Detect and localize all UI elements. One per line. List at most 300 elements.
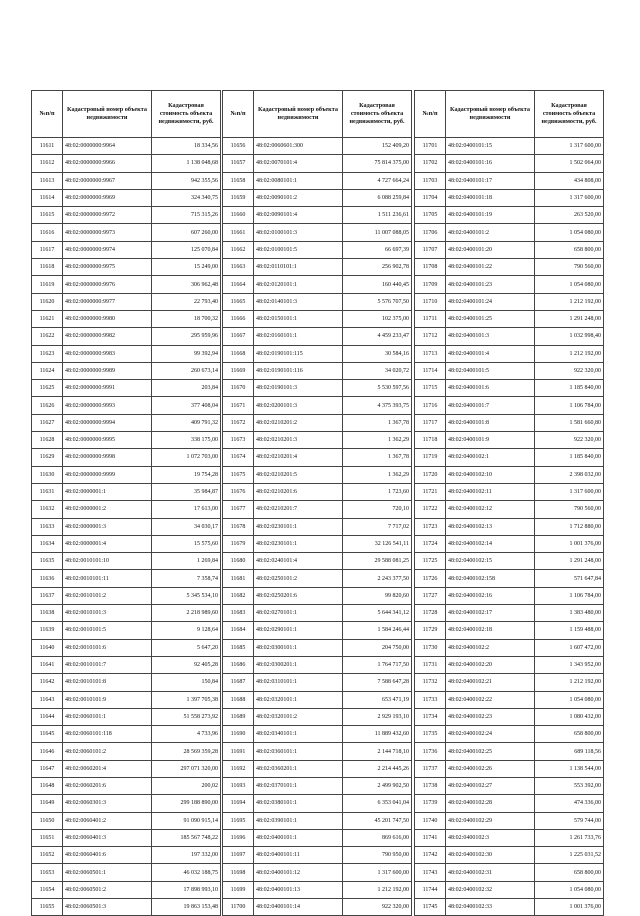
cadastral-number: 48:02:0000000:9973 [63, 224, 152, 241]
table-row [32, 432, 221, 449]
cadastral-value: 869 616,00 [343, 829, 412, 846]
row-number: 11707 [415, 241, 446, 258]
row-number: 11624 [32, 362, 63, 379]
cadastral-number: 48:02:0010101:3 [63, 605, 152, 622]
row-number: 11676 [223, 483, 254, 500]
cadastral-value: 1 054 080,00 [535, 224, 604, 241]
table-row [32, 777, 221, 794]
header-cadastral-number: Кадастровый номер объекта недвижимости [254, 91, 343, 138]
cadastral-number: 48:02:0000000:9975 [63, 259, 152, 276]
cadastral-value: 160 440,45 [343, 276, 412, 293]
table-row [223, 207, 412, 224]
cadastral-value: 30 584,16 [343, 345, 412, 362]
table-row [415, 310, 604, 327]
cadastral-value: 658 800,00 [535, 864, 604, 881]
table-row [223, 847, 412, 864]
cadastral-number: 48:02:0400102:27 [446, 777, 535, 794]
row-number: 11671 [223, 397, 254, 414]
cadastral-value: 34 030,17 [152, 518, 221, 535]
cadastral-number: 48:02:0400102:31 [446, 864, 535, 881]
cadastral-number: 48:02:0400101:12 [254, 864, 343, 881]
table-row [415, 743, 604, 760]
table-row [32, 189, 221, 206]
cadastral-value: 203,84 [152, 380, 221, 397]
table-row [415, 293, 604, 310]
cadastral-value: 297 071 320,00 [152, 760, 221, 777]
row-number: 11682 [223, 587, 254, 604]
table-row [415, 380, 604, 397]
cadastral-number: 48:02:0320101:1 [254, 691, 343, 708]
cadastral-value: 1 764 717,50 [343, 656, 412, 673]
cadastral-number: 48:02:0400101:25 [446, 310, 535, 327]
cadastral-value: 34 020,72 [343, 362, 412, 379]
table-row [32, 899, 221, 916]
table-row [223, 276, 412, 293]
table-row [32, 535, 221, 552]
cadastral-number: 48:02:0400101:14 [254, 899, 343, 916]
cadastral-number: 48:02:0190101:115 [254, 345, 343, 362]
row-number: 11698 [223, 864, 254, 881]
cadastral-number: 48:02:0010101:11 [63, 570, 152, 587]
cadastral-value: 260 673,14 [152, 362, 221, 379]
cadastral-value: 1 367,78 [343, 414, 412, 431]
cadastral-number: 48:02:0060401:6 [63, 847, 152, 864]
row-number: 11664 [223, 276, 254, 293]
cadastral-value: 1 212 192,00 [535, 293, 604, 310]
cadastral-value: 18 700,32 [152, 310, 221, 327]
table-row [415, 864, 604, 881]
table-row [415, 276, 604, 293]
cadastral-number: 48:02:0230101:1 [254, 535, 343, 552]
cadastral-number: 48:02:0000000:9993 [63, 397, 152, 414]
cadastral-value: 1 185 840,00 [535, 449, 604, 466]
cadastral-number: 48:02:0400101:15 [446, 138, 535, 155]
row-number: 11656 [223, 138, 254, 155]
table-row [415, 881, 604, 898]
row-number: 11702 [415, 155, 446, 172]
cadastral-value: 19 863 153,48 [152, 899, 221, 916]
cadastral-value: 658 800,00 [535, 241, 604, 258]
row-number: 11735 [415, 726, 446, 743]
row-number: 11679 [223, 535, 254, 552]
table-row [32, 847, 221, 864]
table-row [32, 207, 221, 224]
table-row [32, 518, 221, 535]
cadastral-value: 1 106 784,00 [535, 587, 604, 604]
cadastral-value: 66 697,39 [343, 241, 412, 258]
cadastral-value: 790 950,00 [343, 847, 412, 864]
cadastral-number: 48:02:0000000:9966 [63, 155, 152, 172]
row-number: 11741 [415, 829, 446, 846]
table-row [223, 224, 412, 241]
cadastral-value: 306 962,48 [152, 276, 221, 293]
cadastral-value: 942 355,56 [152, 172, 221, 189]
cadastral-value: 474 336,00 [535, 795, 604, 812]
table-row [223, 293, 412, 310]
cadastral-number: 48:02:0010101:8 [63, 674, 152, 691]
cadastral-number: 48:02:0000001:4 [63, 535, 152, 552]
row-number: 11637 [32, 587, 63, 604]
table-row [223, 622, 412, 639]
row-number: 11695 [223, 812, 254, 829]
cadastral-number: 48:02:0360201:1 [254, 760, 343, 777]
row-number: 11662 [223, 241, 254, 258]
cadastral-value: 1 106 784,00 [535, 397, 604, 414]
cadastral-value: 19 754,28 [152, 466, 221, 483]
cadastral-value: 1 159 488,00 [535, 622, 604, 639]
cadastral-value: 607 260,00 [152, 224, 221, 241]
table-row [415, 777, 604, 794]
row-number: 11738 [415, 777, 446, 794]
row-number: 11668 [223, 345, 254, 362]
cadastral-value: 125 070,84 [152, 241, 221, 258]
header-cadastral-value: Кадастровая стоимость объекта недвижимости, руб. [343, 91, 412, 138]
row-number: 11711 [415, 310, 446, 327]
cadastral-value: 17 898 993,10 [152, 881, 221, 898]
cadastral-value: 1 581 660,80 [535, 414, 604, 431]
cadastral-number: 48:02:0400102:1 [446, 449, 535, 466]
cadastral-value: 1 269,84 [152, 553, 221, 570]
table-row [223, 639, 412, 656]
row-number: 11634 [32, 535, 63, 552]
cadastral-value: 4 375 393,75 [343, 397, 412, 414]
cadastral-number: 48:02:0150101:1 [254, 310, 343, 327]
table-row [223, 743, 412, 760]
table-row [415, 518, 604, 535]
table-row [415, 224, 604, 241]
cadastral-number: 48:02:0010101:2 [63, 587, 152, 604]
table-row [32, 812, 221, 829]
table-row [415, 414, 604, 431]
header-cadastral-number: Кадастровый номер объекта недвижимости [446, 91, 535, 138]
table-row [223, 518, 412, 535]
table-row [415, 639, 604, 656]
cadastral-number: 48:02:0400102:30 [446, 847, 535, 864]
row-number: 11631 [32, 483, 63, 500]
cadastral-number: 48:02:0010101:5 [63, 622, 152, 639]
row-number: 11732 [415, 674, 446, 691]
row-number: 11622 [32, 328, 63, 345]
row-number: 11648 [32, 777, 63, 794]
row-number: 11678 [223, 518, 254, 535]
cadastral-number: 48:02:0210201:5 [254, 466, 343, 483]
cadastral-number: 48:02:0400102:25 [446, 743, 535, 760]
table-row [223, 397, 412, 414]
cadastral-value: 1 362,29 [343, 466, 412, 483]
cadastral-number: 48:02:0400101:13 [254, 881, 343, 898]
table-row [223, 241, 412, 258]
cadastral-value: 7 358,74 [152, 570, 221, 587]
cadastral-value: 790 560,00 [535, 259, 604, 276]
header-num: №п/п [223, 91, 254, 138]
cadastral-value: 1 212 192,00 [535, 345, 604, 362]
row-number: 11734 [415, 708, 446, 725]
table-row [223, 259, 412, 276]
cadastral-number: 48:02:0060601:300 [254, 138, 343, 155]
cadastral-number: 48:02:0400101:11 [254, 847, 343, 864]
cadastral-value: 256 902,78 [343, 259, 412, 276]
cadastral-number: 48:02:0060101:2 [63, 743, 152, 760]
cadastral-value: 1 511 236,61 [343, 207, 412, 224]
row-number: 11699 [223, 881, 254, 898]
row-number: 11700 [223, 899, 254, 916]
cadastral-number: 48:02:0000000:9964 [63, 138, 152, 155]
cadastral-value: 4 727 664,24 [343, 172, 412, 189]
row-number: 11689 [223, 708, 254, 725]
table-row [223, 587, 412, 604]
cadastral-value: 324 340,75 [152, 189, 221, 206]
table-row [32, 362, 221, 379]
table-row [223, 777, 412, 794]
table-row [32, 293, 221, 310]
cadastral-value: 338 175,00 [152, 432, 221, 449]
cadastral-value: 1 054 080,00 [535, 881, 604, 898]
table-row [32, 656, 221, 673]
table-header-row [32, 91, 221, 138]
cadastral-number: 48:02:0400101:5 [446, 362, 535, 379]
table-row [415, 605, 604, 622]
cadastral-value: 1 054 080,00 [535, 691, 604, 708]
row-number: 11658 [223, 172, 254, 189]
table-row [415, 189, 604, 206]
cadastral-number: 48:02:0400101:6 [446, 380, 535, 397]
cadastral-value: 99 820,60 [343, 587, 412, 604]
row-number: 11727 [415, 587, 446, 604]
row-number: 11694 [223, 795, 254, 812]
row-number: 11642 [32, 674, 63, 691]
cadastral-value: 1 584 246,44 [343, 622, 412, 639]
cadastral-value: 197 332,00 [152, 847, 221, 864]
table-row [32, 605, 221, 622]
cadastral-value: 2 929 193,10 [343, 708, 412, 725]
cadastral-value: 200,02 [152, 777, 221, 794]
table-row [415, 708, 604, 725]
cadastral-value: 102 375,00 [343, 310, 412, 327]
row-number: 11632 [32, 501, 63, 518]
cadastral-number: 48:02:0140101:3 [254, 293, 343, 310]
row-number: 11616 [32, 224, 63, 241]
row-number: 11697 [223, 847, 254, 864]
cadastral-number: 48:02:0400102:15 [446, 553, 535, 570]
row-number: 11666 [223, 310, 254, 327]
row-number: 11703 [415, 172, 446, 189]
cadastral-number: 48:02:0400101:1 [254, 829, 343, 846]
cadastral-number: 48:02:0010101:7 [63, 656, 152, 673]
cadastral-value: 91 090 915,14 [152, 812, 221, 829]
cadastral-value: 790 560,00 [535, 501, 604, 518]
table-row [32, 726, 221, 743]
row-number: 11675 [223, 466, 254, 483]
cadastral-number: 48:02:0210201:4 [254, 449, 343, 466]
cadastral-number: 48:02:0400102:16 [446, 587, 535, 604]
table-row [223, 829, 412, 846]
table-row [223, 864, 412, 881]
row-number: 11652 [32, 847, 63, 864]
cadastral-number: 48:02:0400102:24 [446, 726, 535, 743]
table-row [32, 691, 221, 708]
table-row [415, 812, 604, 829]
table-row [32, 397, 221, 414]
cadastral-number: 48:02:0060101:118 [63, 726, 152, 743]
cadastral-value: 5 647,20 [152, 639, 221, 656]
cadastral-number: 48:02:0100101:3 [254, 224, 343, 241]
table-row [223, 466, 412, 483]
cadastral-number: 48:02:0400101:16 [446, 155, 535, 172]
table-row [415, 674, 604, 691]
row-number: 11621 [32, 310, 63, 327]
row-number: 11667 [223, 328, 254, 345]
row-number: 11619 [32, 276, 63, 293]
cadastral-value: 715 315,26 [152, 207, 221, 224]
cadastral-value: 1 343 952,00 [535, 656, 604, 673]
row-number: 11713 [415, 345, 446, 362]
cadastral-table-1 [31, 90, 221, 916]
cadastral-number: 48:02:0360101:1 [254, 743, 343, 760]
cadastral-number: 48:02:0060101:1 [63, 708, 152, 725]
cadastral-number: 48:02:0400101:4 [446, 345, 535, 362]
cadastral-number: 48:02:0400101:3 [446, 328, 535, 345]
cadastral-value: 5 345 534,10 [152, 587, 221, 604]
cadastral-value: 1 138 048,68 [152, 155, 221, 172]
table-row [415, 172, 604, 189]
cadastral-value: 653 471,19 [343, 691, 412, 708]
table-row [223, 380, 412, 397]
table-row [32, 449, 221, 466]
row-number: 11715 [415, 380, 446, 397]
cadastral-value: 6 088 259,84 [343, 189, 412, 206]
table-row [223, 760, 412, 777]
cadastral-value: 1 001 376,00 [535, 899, 604, 916]
cadastral-number: 48:02:0400102:158 [446, 570, 535, 587]
cadastral-value: 1 001 376,00 [535, 535, 604, 552]
row-number: 11729 [415, 622, 446, 639]
row-number: 11650 [32, 812, 63, 829]
table-row [223, 881, 412, 898]
row-number: 11649 [32, 795, 63, 812]
row-number: 11657 [223, 155, 254, 172]
cadastral-number: 48:02:0400102:26 [446, 760, 535, 777]
table-row [415, 829, 604, 846]
table-row [223, 656, 412, 673]
row-number: 11717 [415, 414, 446, 431]
cadastral-value: 1 317 600,00 [535, 483, 604, 500]
cadastral-value: 1 212 192,00 [535, 674, 604, 691]
row-number: 11688 [223, 691, 254, 708]
cadastral-value: 5 530 597,56 [343, 380, 412, 397]
cadastral-value: 1 607 472,00 [535, 639, 604, 656]
cadastral-value: 46 032 188,75 [152, 864, 221, 881]
cadastral-number: 48:02:0210201:3 [254, 432, 343, 449]
cadastral-value: 1 225 031,52 [535, 847, 604, 864]
table-row [32, 622, 221, 639]
cadastral-number: 48:02:0080101:1 [254, 172, 343, 189]
row-number: 11630 [32, 466, 63, 483]
cadastral-number: 48:02:0400102:28 [446, 795, 535, 812]
cadastral-number: 48:02:0060501:2 [63, 881, 152, 898]
table-row [415, 570, 604, 587]
table-row [32, 414, 221, 431]
row-number: 11681 [223, 570, 254, 587]
table-row [415, 587, 604, 604]
table-row [415, 535, 604, 552]
cadastral-number: 48:02:0400101:24 [446, 293, 535, 310]
row-number: 11661 [223, 224, 254, 241]
cadastral-number: 48:02:0320101:2 [254, 708, 343, 725]
cadastral-number: 48:02:0400101:2 [446, 224, 535, 241]
table-row [223, 812, 412, 829]
table-row [415, 847, 604, 864]
cadastral-value: 1 032 998,40 [535, 328, 604, 345]
table-row [32, 241, 221, 258]
cadastral-value: 9 128,64 [152, 622, 221, 639]
cadastral-value: 922 320,00 [535, 362, 604, 379]
cadastral-value: 2 218 989,60 [152, 605, 221, 622]
table-row [32, 172, 221, 189]
cadastral-number: 48:02:0390101:1 [254, 812, 343, 829]
cadastral-number: 48:02:0400102:12 [446, 501, 535, 518]
table-row [32, 570, 221, 587]
row-number: 11626 [32, 397, 63, 414]
cadastral-value: 1 317 600,00 [535, 189, 604, 206]
cadastral-value: 185 567 748,22 [152, 829, 221, 846]
cadastral-value: 204 750,00 [343, 639, 412, 656]
cadastral-value: 29 588 081,25 [343, 553, 412, 570]
cadastral-number: 48:02:0270101:1 [254, 605, 343, 622]
row-number: 11612 [32, 155, 63, 172]
row-number: 11617 [32, 241, 63, 258]
cadastral-value: 35 984,87 [152, 483, 221, 500]
table-row [415, 691, 604, 708]
header-cadastral-value: Кадастровая стоимость объекта недвижимости, руб. [535, 91, 604, 138]
cadastral-value: 1 072 703,00 [152, 449, 221, 466]
row-number: 11638 [32, 605, 63, 622]
row-number: 11611 [32, 138, 63, 155]
cadastral-value: 11 007 088,05 [343, 224, 412, 241]
cadastral-value: 720,10 [343, 501, 412, 518]
cadastral-number: 48:02:0000001:2 [63, 501, 152, 518]
cadastral-number: 48:02:0000000:9967 [63, 172, 152, 189]
cadastral-value: 2 243 377,50 [343, 570, 412, 587]
table-row [32, 276, 221, 293]
cadastral-number: 48:02:0160101:1 [254, 328, 343, 345]
row-number: 11739 [415, 795, 446, 812]
cadastral-value: 2 499 902,50 [343, 777, 412, 794]
row-number: 11673 [223, 432, 254, 449]
row-number: 11651 [32, 829, 63, 846]
table-row [32, 795, 221, 812]
row-number: 11627 [32, 414, 63, 431]
cadastral-number: 48:02:0400101:7 [446, 397, 535, 414]
row-number: 11654 [32, 881, 63, 898]
cadastral-number: 48:02:0400102:3 [446, 829, 535, 846]
cadastral-number: 48:02:0060201:6 [63, 777, 152, 794]
cadastral-number: 48:02:0060501:3 [63, 899, 152, 916]
cadastral-number: 48:02:0000001:3 [63, 518, 152, 535]
table-row [32, 829, 221, 846]
cadastral-value: 18 334,56 [152, 138, 221, 155]
row-number: 11680 [223, 553, 254, 570]
table-row [223, 605, 412, 622]
table-row [223, 570, 412, 587]
cadastral-table-3 [414, 90, 604, 916]
row-number: 11708 [415, 259, 446, 276]
cadastral-number: 48:02:0000000:9989 [63, 362, 152, 379]
row-number: 11641 [32, 656, 63, 673]
cadastral-value: 1 712 880,00 [535, 518, 604, 535]
table-row [415, 138, 604, 155]
cadastral-number: 48:02:0400102:32 [446, 881, 535, 898]
row-number: 11716 [415, 397, 446, 414]
